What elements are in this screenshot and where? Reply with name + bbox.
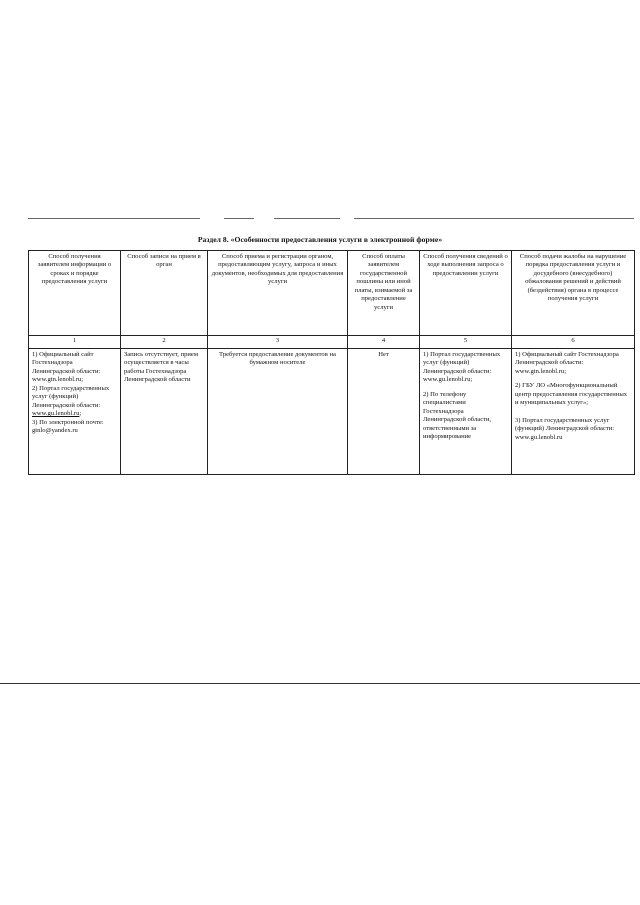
- info-method-portal: [32, 385, 117, 419]
- column-number: 3: [208, 336, 348, 349]
- info-methods-cell: [29, 349, 121, 475]
- info-method-website: 1) Официальный сайт Гостехнадзора Ленинградской области: www.gtn.lenobl.ru;: [32, 351, 101, 384]
- header-cell: Способ получения сведений о ходе выполнения запроса о предоставлении услуги: [420, 251, 512, 336]
- header-cell: Способ получения заявителем информации о сроках и порядке предоставления услуги: [29, 251, 121, 336]
- header-cell: Способ записи на прием в орган: [121, 251, 208, 336]
- submission-cell: Требуется предоставление документов на бумажном носителе: [208, 349, 348, 475]
- complaint-method-website: 1) Официальный сайт Гостехнадзора Ленинградской области: www.gtn.lenobl.ru;: [515, 351, 619, 375]
- column-number: 2: [121, 336, 208, 349]
- info-method-portal-text: 2) Портал государственных услуг (функций) Ленинградской области:: [32, 384, 110, 409]
- info-method-email: 3) По электронной почте: gtnlo@yandex.ru: [32, 418, 104, 434]
- top-rule: [28, 218, 634, 219]
- status-method-portal: 1) Портал государственных услуг (функций) Ленинградской области: www.gu.lenobl.ru;: [423, 351, 501, 384]
- portal-link[interactable]: www.gu.lenobl.ru: [32, 410, 80, 418]
- services-table: [28, 250, 635, 475]
- payment-cell: Нет: [348, 349, 420, 475]
- complaint-methods-cell: [512, 349, 635, 475]
- column-number: 5: [420, 336, 512, 349]
- appointment-cell: Запись отсутствует, прием осуществляется в часы работы Гостехнадзора Ленинградской области: [121, 349, 208, 475]
- table-row: [29, 349, 635, 475]
- header-cell: Способ оплаты заявителем государственной пошлины или иной платы, взимаемой за предоставление услуги: [348, 251, 420, 336]
- section-title: Раздел 8. «Особенности предоставления услуги в электронной форме»: [197, 235, 443, 244]
- top-rule-gap: [340, 216, 354, 220]
- top-rule-gap: [200, 216, 224, 220]
- header-cell: Способ подачи жалобы на нарушение порядка предоставления услуги и досудебного (внесудебного) обжалования решений и действий (бездействия) органа в процессе получения услуги: [512, 251, 635, 336]
- status-methods-cell: [420, 349, 512, 475]
- header-row: [29, 251, 635, 336]
- bottom-rule: [0, 683, 640, 684]
- column-number-row: [29, 336, 635, 349]
- complaint-method-mfc: 2) ГБУ ЛО «Многофункциональный центр предоставления государственных и муниципальных услуг»;: [515, 382, 628, 407]
- spacer: [515, 408, 631, 417]
- column-number: 4: [348, 336, 420, 349]
- column-number: 6: [512, 336, 635, 349]
- info-method-portal-tail: ;: [79, 410, 82, 418]
- top-rule-gap: [254, 216, 274, 220]
- column-number: 1: [29, 336, 121, 349]
- header-cell: Способ приема и регистрации органом, предоставляющим услугу, запроса и иных документов, необходимых для предоставления услуги: [208, 251, 348, 336]
- status-method-phone: 2) По телефону специалистами Гостехнадзора Ленинградской области, ответственными за информирование: [423, 390, 492, 440]
- complaint-method-portal: 3) Портал государственных услуг (функций) Ленинградской области: www.gu.lenobl.ru: [515, 416, 615, 441]
